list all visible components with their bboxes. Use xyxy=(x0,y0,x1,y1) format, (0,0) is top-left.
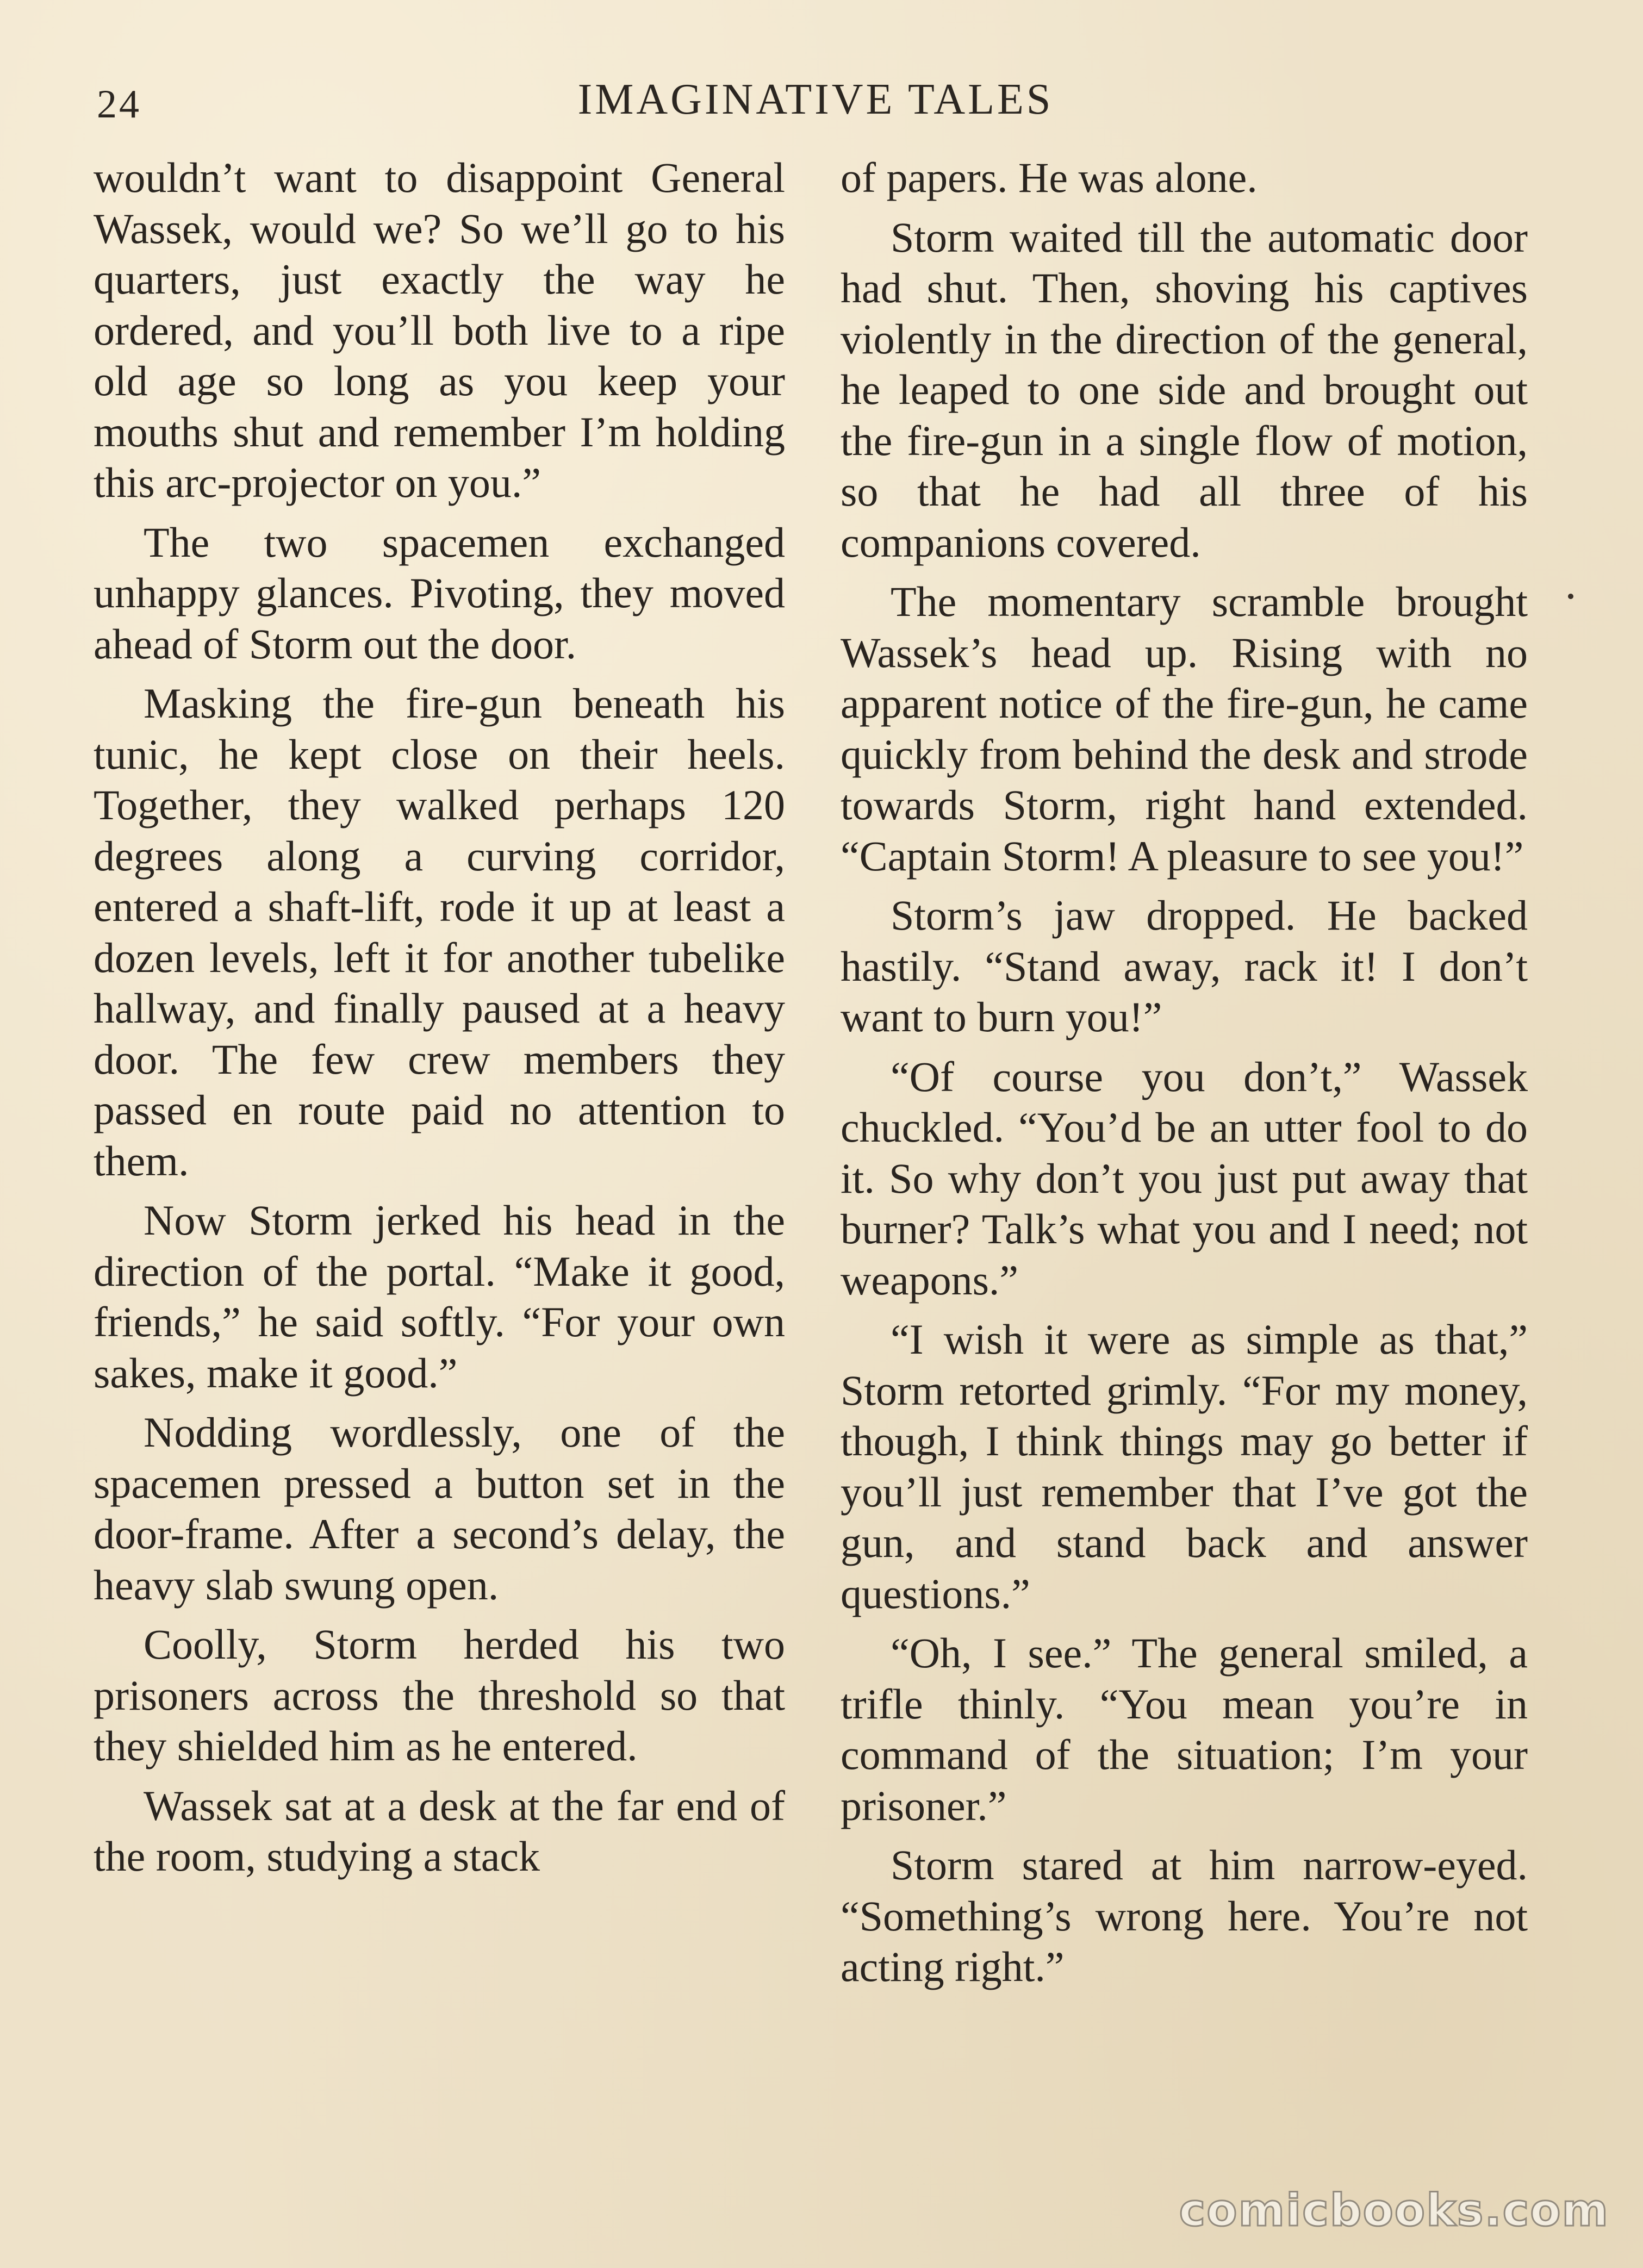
watermark: comicbooks.com xyxy=(1179,2185,1609,2236)
paragraph: of papers. He was alone. xyxy=(841,154,1258,201)
paragraph: Storm waited till the automatic door had shut. Then, shoving his captives violently in the direction of the general, he leaped to one side and brought out the fire-gun in a single flow of motion, so that he had all three of his companions covered. xyxy=(841,213,1528,566)
paragraph: Masking the fire-gun beneath his tunic, he kept close on their heels. Together, they walked perhaps 120 degrees along a curving corridor, entered a shaft-lift, rode it up at least a dozen levels, left it for another tubelike hallway, and finally paused at a heavy door. The few crew members they passed en route paid no attention to them. xyxy=(94,680,785,1185)
paragraph: Nodding wordlessly, one of the spacemen pressed a button set in the door-frame. After a second’s delay, the heavy slab swung open. xyxy=(94,1409,785,1609)
page-header xyxy=(92,70,1539,129)
paragraph: Wassek sat at a desk at the far end of the room, studying a stack xyxy=(94,1781,785,1880)
ink-speck xyxy=(1568,594,1573,599)
paragraph: Storm’s jaw dropped. He backed hastily. “Stand away, rack it! I don’t want to burn you!” xyxy=(841,892,1528,1040)
running-head: IMAGINATIVE TALES xyxy=(577,76,1054,123)
right-column xyxy=(841,152,1528,2001)
paragraph: “Oh, I see.” The general smiled, a trifle thinly. “You mean you’re in command of the situation; I’m your prisoner.” xyxy=(841,1629,1528,1829)
left-column xyxy=(94,152,785,1891)
paragraph: “Of course you don’t,” Wassek chuckled. “You’d be an utter fool to do it. So why don’t you just put away that burner? Talk’s what you and I need; not weapons.” xyxy=(841,1052,1528,1304)
paragraph: Now Storm jerked his head in the direction of the portal. “Make it good, friends,” he said softly. “For your own sakes, make it good.” xyxy=(94,1197,785,1397)
paragraph: Coolly, Storm herded his two prisoners across the threshold so that they shielded him as he entered. xyxy=(94,1621,785,1769)
page-number: 24 xyxy=(97,82,141,127)
paragraph: wouldn’t want to disappoint General Wassek, would we? So we’ll go to his quarters, just exactly the way he ordered, and you’ll both live to a ripe old age so long as you keep your mouths shut and remember I’m holding this arc-projector on you.” xyxy=(94,154,785,506)
paragraph: Storm stared at him narrow-eyed. “Something’s wrong here. You’re not acting right.” xyxy=(841,1841,1528,1990)
paragraph: The two spacemen exchanged unhappy glances. Pivoting, they moved ahead of Storm out the door. xyxy=(94,518,785,668)
paragraph: The momentary scramble brought Wassek’s head up. Rising with no apparent notice of the fire-gun, he came quickly from behind the desk and strode towards Storm, right hand extended. “Captain Storm! A pleasure to see you!” xyxy=(841,578,1528,880)
paragraph: “I wish it were as simple as that,” Storm retorted grimly. “For my money, though, I think things may go better if you’ll just remember that I’ve got the gun, and stand back and answer questions.” xyxy=(841,1316,1528,1617)
